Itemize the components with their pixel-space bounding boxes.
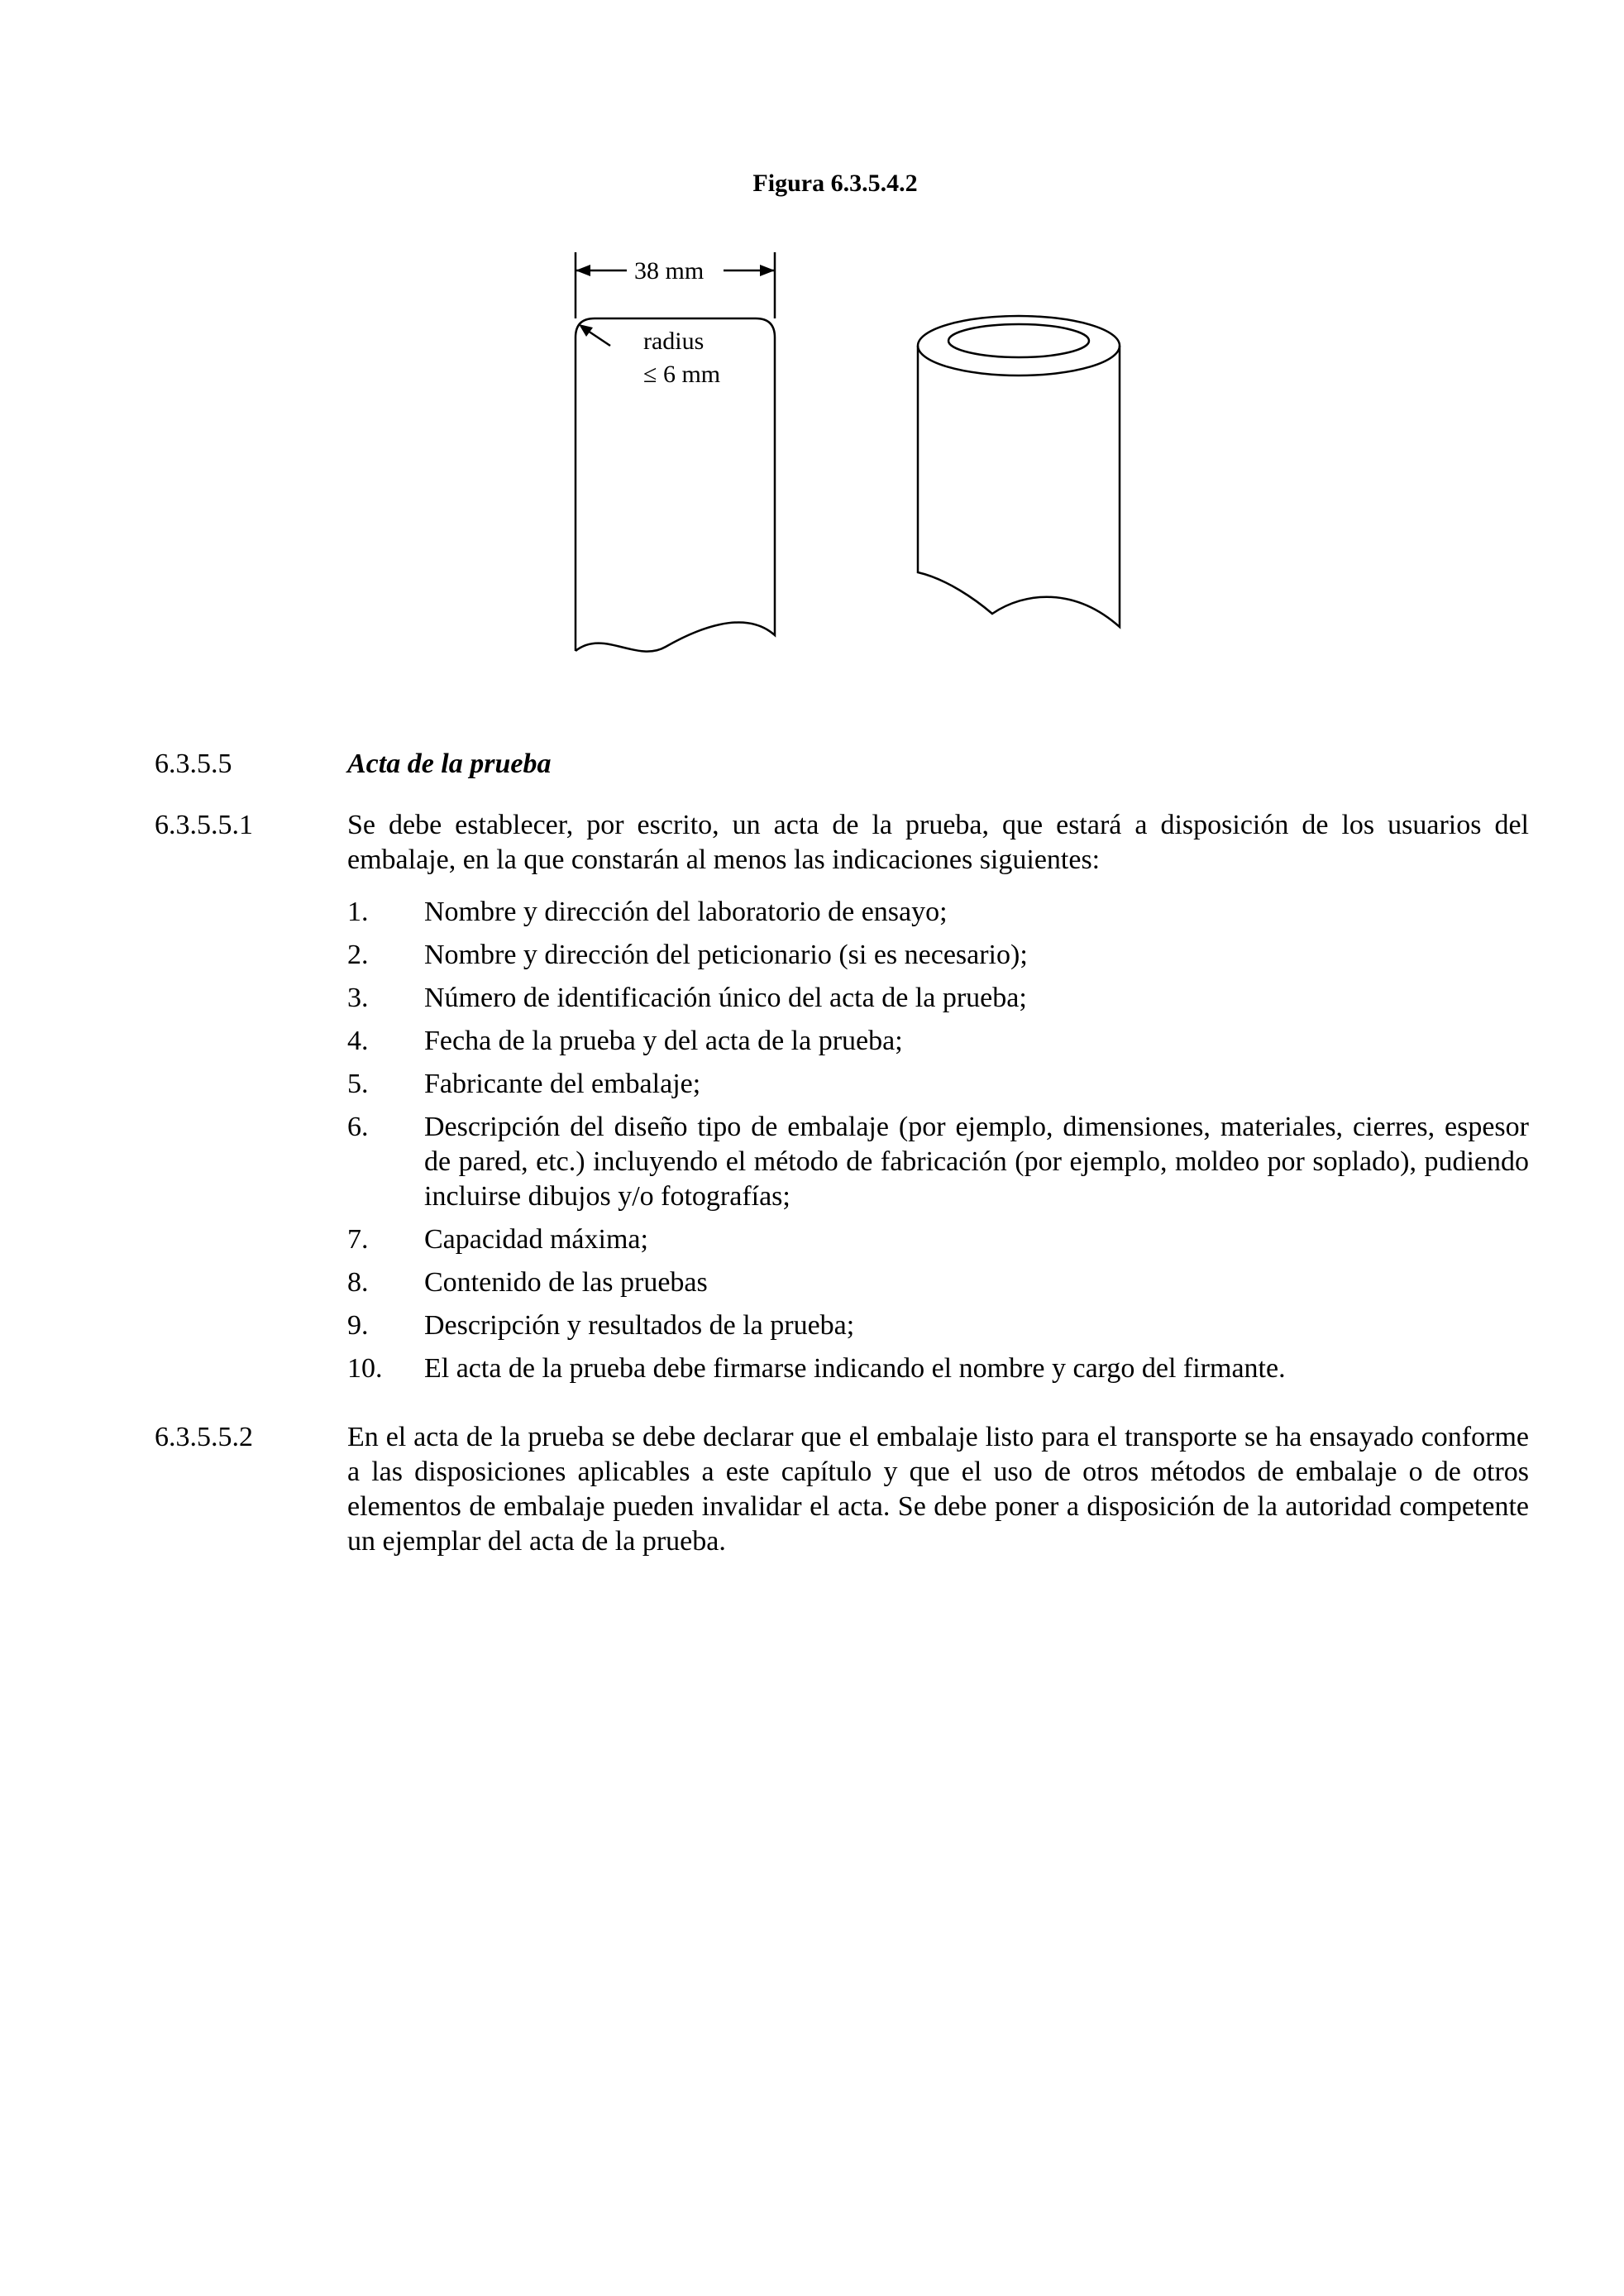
item-number: 4. <box>347 1026 369 1056</box>
item-number: 10. <box>347 1353 383 1384</box>
item-number: 5. <box>347 1069 369 1099</box>
list-item <box>347 1110 1529 1214</box>
arrow-head-right <box>760 265 775 276</box>
section-number: 6.3.5.5 <box>155 749 232 779</box>
item-text: Descripción del diseño tipo de embalaje (por ejemplo, dimensiones, materiales, cierres, espesor de pared, etc.) incluyendo el método de fabricación (por ejemplo, moldeo por soplado), pudiendo incluirse dibujos y/o fotografías; <box>424 1112 1529 1212</box>
arrow-head-left <box>576 265 590 276</box>
item-number: 6. <box>347 1112 369 1142</box>
item-number: 1. <box>347 897 369 927</box>
item-text: Número de identificación único del acta de la prueba; <box>424 983 1027 1013</box>
paragraph-number: 6.3.5.5.1 <box>155 810 253 840</box>
item-number: 7. <box>347 1224 369 1255</box>
requirements-list <box>347 895 1529 1394</box>
item-text: Descripción y resultados de la prueba; <box>424 1310 855 1341</box>
list-item <box>347 981 1529 1016</box>
item-text: El acta de la prueba debe firmarse indicando el nombre y cargo del firmante. <box>424 1353 1286 1384</box>
section-title: Acta de la prueba <box>347 749 552 779</box>
list-item <box>347 1308 1529 1343</box>
item-number: 8. <box>347 1267 369 1298</box>
item-number: 9. <box>347 1310 369 1341</box>
paragraph-6-3-5-5-1 <box>155 808 1529 878</box>
section-heading <box>155 747 1529 782</box>
list-item <box>347 1351 1529 1386</box>
figure-title: Figura 6.3.5.4.2 <box>752 170 918 197</box>
list-item <box>347 938 1529 973</box>
radius-value-label: ≤ 6 mm <box>643 361 721 388</box>
item-number: 2. <box>347 940 369 970</box>
paragraph-number: 6.3.5.5.2 <box>155 1422 253 1452</box>
list-item <box>347 1222 1529 1257</box>
item-text: Contenido de las pruebas <box>424 1267 708 1298</box>
paragraph-6-3-5-5-2 <box>155 1420 1529 1559</box>
radius-label: radius <box>643 328 705 355</box>
list-item <box>347 1067 1529 1102</box>
list-item <box>347 895 1529 930</box>
paragraph-text: Se debe establecer, por escrito, un acta de la prueba, que estará a disposición de los usuarios del embalaje, en la que constarán al menos las indicaciones siguientes: <box>347 810 1529 875</box>
item-text: Fecha de la prueba y del acta de la prueba; <box>424 1026 903 1056</box>
radius-arrow-head <box>579 324 593 337</box>
paragraph-text: En el acta de la prueba se debe declarar que el embalaje listo para el transporte se ha ensayado conforme a las disposiciones aplicables a este capítulo y que el uso de otros métodos de embalaje o de otros elementos de embalaje pueden invalidar el acta. Se debe poner a disposición de la autoridad competente un ejemplar del acta de la prueba. <box>347 1422 1529 1557</box>
item-text: Capacidad máxima; <box>424 1224 648 1255</box>
cylinder-figure <box>0 0 1624 744</box>
cylinder-inner-ellipse <box>948 324 1089 357</box>
cylinder-body <box>918 346 1120 627</box>
list-item <box>347 1024 1529 1059</box>
item-text: Fabricante del embalaje; <box>424 1069 701 1099</box>
item-number: 3. <box>347 983 369 1013</box>
item-text: Nombre y dirección del laboratorio de ensayo; <box>424 897 948 927</box>
list-item <box>347 1265 1529 1300</box>
dimension-label: 38 mm <box>634 257 705 285</box>
item-text: Nombre y dirección del peticionario (si es necesario); <box>424 940 1028 970</box>
